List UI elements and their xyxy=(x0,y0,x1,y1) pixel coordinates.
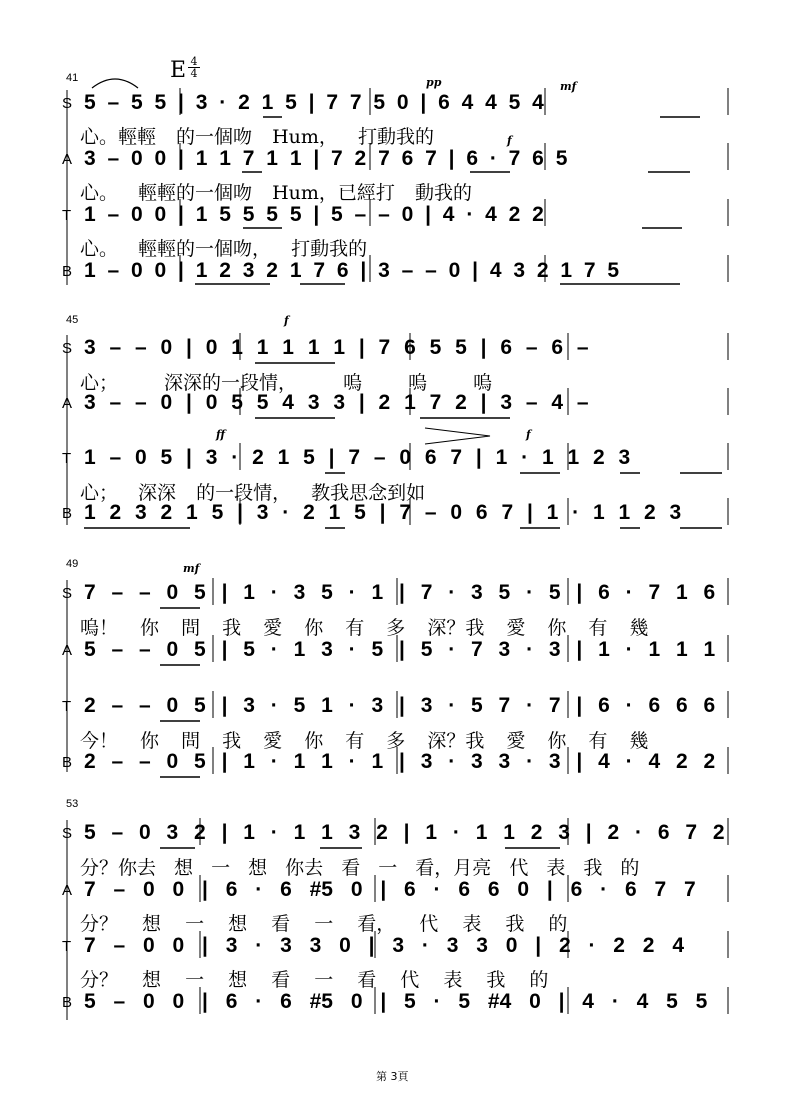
voice-label: S xyxy=(62,825,73,842)
soprano-lyrics: 心； 深深的一段情， 嗚 嗚 嗚 xyxy=(80,372,493,394)
soprano-lyrics: 嗚！ 你 問 我 愛 你 有 多 深？我 愛 你 有 幾 xyxy=(80,617,649,639)
tenor-notes: 7 – 0 0 | 3 · 3 3 0 | 3 · 3 3 0 | 2 · 2 2 4 xyxy=(84,934,684,957)
voice-label: A xyxy=(62,395,73,412)
alto-lyrics: 心。 輕輕的一個吻 Hum，已經打 動我的 xyxy=(80,182,472,204)
bass-notes: 2 – – 0 5 | 1 · 1 1 · 1 | 3 · 3 3 · 3 | 4 · 4 2 2 xyxy=(84,750,716,773)
voice-label: S xyxy=(62,95,73,112)
tenor-notes: 2 – – 0 5 | 3 · 5 1 · 3 | 3 · 5 7 · 7 | 6 · 6 6 6 xyxy=(84,694,716,717)
voice-label: B xyxy=(62,994,73,1011)
voice-label: B xyxy=(62,263,73,280)
alto-lyrics: 分？ 想 一 想 看 一 看， 代 表 我 的 xyxy=(80,913,568,935)
tenor-notes: 1 – 0 5 | 3 · 2 1 5 | 7 – 0 6 7 | 1 · 1 1 2 3 xyxy=(84,446,631,469)
voice-label: S xyxy=(62,585,73,602)
measure-number: 49 xyxy=(66,558,79,570)
tenor-lyrics: 心。 輕輕的一個吻， 打動我的 xyxy=(80,238,368,260)
measure-number: 41 xyxy=(66,72,79,84)
measure-number: 53 xyxy=(66,798,79,810)
soprano-lyrics: 分？你去 想 一 想 你去 看 一 看，月亮 代 表 我 的 xyxy=(80,857,640,879)
voice-label: T xyxy=(62,938,72,955)
soprano-lyrics: 心。輕輕 的一個吻 Hum， 打動我的 xyxy=(80,126,434,148)
alto-notes: 7 – 0 0 | 6 · 6 #5 0 | 6 · 6 6 0 | 6 · 6 7 7 xyxy=(84,878,696,901)
voice-label: T xyxy=(62,207,72,224)
tenor-notes: 1 – 0 0 | 1 5 5 5 5 | 5 – – 0 | 4 · 4 2 2 xyxy=(84,203,544,226)
soprano-notes: 3 – – 0 | 0 1 1 1 1 1 | 7 6 5 5 | 6 – 6 – xyxy=(84,336,589,359)
voice-label: B xyxy=(62,505,73,522)
soprano-notes: 5 – 5 5 | 3 · 2 1 5 | 7 7 5 0 | 6 4 4 5 4 xyxy=(84,91,544,114)
soprano-notes: 5 – 0 3 2 | 1 · 1 1 3 2 | 1 · 1 1 2 3 | 2 · 6 7 2 xyxy=(84,821,725,844)
measure-number: 45 xyxy=(66,314,79,326)
dynamic-mark: mf xyxy=(560,80,577,93)
key-signature: E xyxy=(170,58,187,83)
dynamic-mark: f xyxy=(284,314,289,327)
voice-label: B xyxy=(62,754,73,771)
time-signature-top: 4 xyxy=(190,55,198,68)
alto-notes: 3 – – 0 | 0 5 5 4 3 3 | 2 1 7 2 | 3 – 4 – xyxy=(84,391,589,414)
system-41 xyxy=(0,0,790,300)
tenor-lyrics: 分？ 想 一 想 看 一 看 代 表 我 的 xyxy=(80,969,549,991)
voice-label: T xyxy=(62,450,72,467)
dynamic-mark: f xyxy=(507,134,512,147)
bass-notes: 5 – 0 0 | 6 · 6 #5 0 | 5 · 5 #4 0 | 4 · 4 5 5 xyxy=(84,990,708,1013)
bass-notes: 1 2 3 2 1 5 | 3 · 2 1 5 | 7 – 0 6 7 | 1 · 1 1 2 3 xyxy=(84,501,682,524)
voice-label: T xyxy=(62,698,72,715)
voice-label: A xyxy=(62,882,73,899)
voice-label: S xyxy=(62,340,73,357)
soprano-notes: 7 – – 0 5 | 1 · 3 5 · 1 | 7 · 3 5 · 5 | 6 · 7 1 6 xyxy=(84,581,716,604)
dynamic-mark: pp xyxy=(426,76,442,89)
dynamic-mark: mf xyxy=(183,562,200,575)
voice-label: A xyxy=(62,642,73,659)
alto-notes: 3 – 0 0 | 1 1 7 1 1 | 7 2 7 6 7 | 6 · 7 6 5 xyxy=(84,147,568,170)
alto-notes: 5 – – 0 5 | 5 · 1 3 · 5 | 5 · 7 3 · 3 | 1 · 1 1 1 xyxy=(84,638,716,661)
tenor-lyrics: 今！ 你 問 我 愛 你 有 多 深？我 愛 你 有 幾 xyxy=(80,730,649,752)
bass-notes: 1 – 0 0 | 1 2 3 2 1 7 6 | 3 – – 0 | 4 3 2 1 7 5 xyxy=(84,259,620,282)
tenor-lyrics: 心； 深深 的一段情， 教我思念到如 xyxy=(80,482,426,504)
dynamic-mark: ff xyxy=(216,428,226,441)
page-number: 第 3頁 xyxy=(376,1070,409,1083)
voice-label: A xyxy=(62,151,73,168)
system-45 xyxy=(0,310,790,540)
dynamic-mark: f xyxy=(526,428,531,441)
time-signature-bottom: 4 xyxy=(188,67,200,79)
system-53 xyxy=(0,790,790,1040)
system-49 xyxy=(0,550,790,780)
